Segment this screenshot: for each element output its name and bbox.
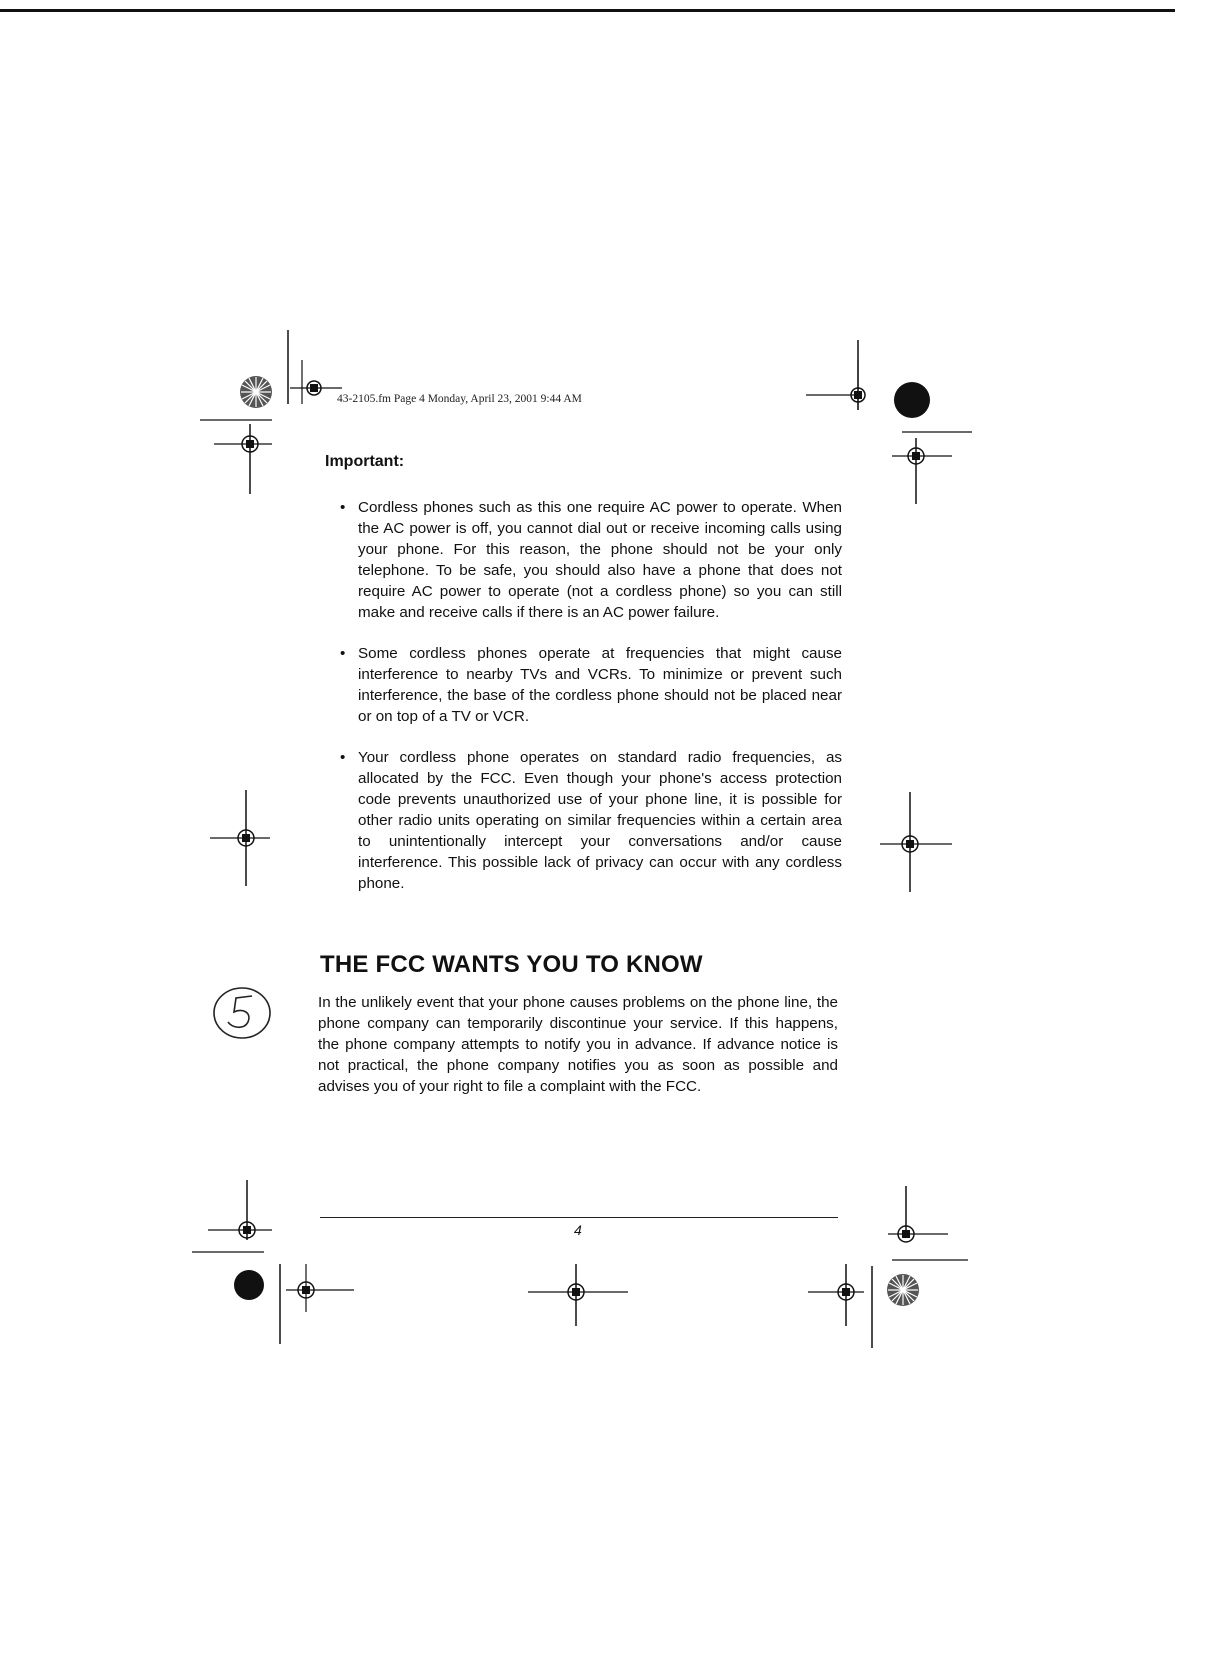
solid-registration-dot-icon xyxy=(232,1268,266,1302)
crop-mark-bottom-right xyxy=(808,1262,878,1348)
registration-target-icon xyxy=(192,1180,272,1260)
scan-top-edge-rule xyxy=(0,9,1175,12)
sunburst-registration-icon xyxy=(238,374,274,410)
registration-target-icon xyxy=(528,1264,628,1328)
registration-target-icon xyxy=(892,420,972,510)
crop-mark-top-left xyxy=(282,330,342,410)
crop-mark-bottom-left xyxy=(276,1262,356,1344)
bullet-ac-power: • Cordless phones such as this one require AC power to operate. When the AC power is off, you cannot dial out or receive incoming calls using your phone. For this reason, the phone should not be your only telephone. To be safe, you should also have a phone that does not require AC power to operate (not a cordless phone) so you can still make and receive calls if there is an AC power failure. xyxy=(358,497,842,623)
solid-registration-dot-icon xyxy=(892,380,932,420)
fcc-section-heading: THE FCC WANTS YOU TO KNOW xyxy=(320,951,703,978)
file-slug-header: 43-2105.fm Page 4 Monday, April 23, 2001 9:44 AM xyxy=(337,393,582,405)
sunburst-registration-icon xyxy=(885,1272,921,1308)
handwritten-circled-number xyxy=(208,982,276,1044)
page-number: 4 xyxy=(574,1222,582,1238)
footer-rule xyxy=(320,1217,838,1218)
important-heading: Important: xyxy=(325,453,405,470)
crop-mark-top-right xyxy=(806,340,866,420)
fcc-section-paragraph: In the unlikely event that your phone causes problems on the phone line, the phone company can temporarily discontinue your service. If this happens, the phone company attempts to notify you in advance. If advance notice is not practical, the phone company notifies you as soon as possible and advises you of your right to file a complaint with the FCC. xyxy=(318,994,838,1095)
bullet-privacy: • Your cordless phone operates on standard radio frequencies, as allocated by the FCC. Even though your phone's access protection code prevents unauthorized use of your phone line, it is possible for other radio units operating on similar frequencies within a certain area to unintentionally intercept your conversations and/or cause interference. This possible lack of privacy can occur with any cordless phone. xyxy=(358,747,842,894)
registration-target-icon xyxy=(210,790,270,890)
registration-target-icon xyxy=(888,1186,968,1266)
registration-target-icon xyxy=(200,418,272,498)
registration-target-icon xyxy=(880,792,952,892)
important-bullet-list xyxy=(340,497,842,914)
bullet-interference: • Some cordless phones operate at frequencies that might cause interference to nearby TVs and VCRs. To minimize or prevent such interference, the base of the cordless phone should not be placed near or on top of a TV or VCR. xyxy=(358,643,842,727)
